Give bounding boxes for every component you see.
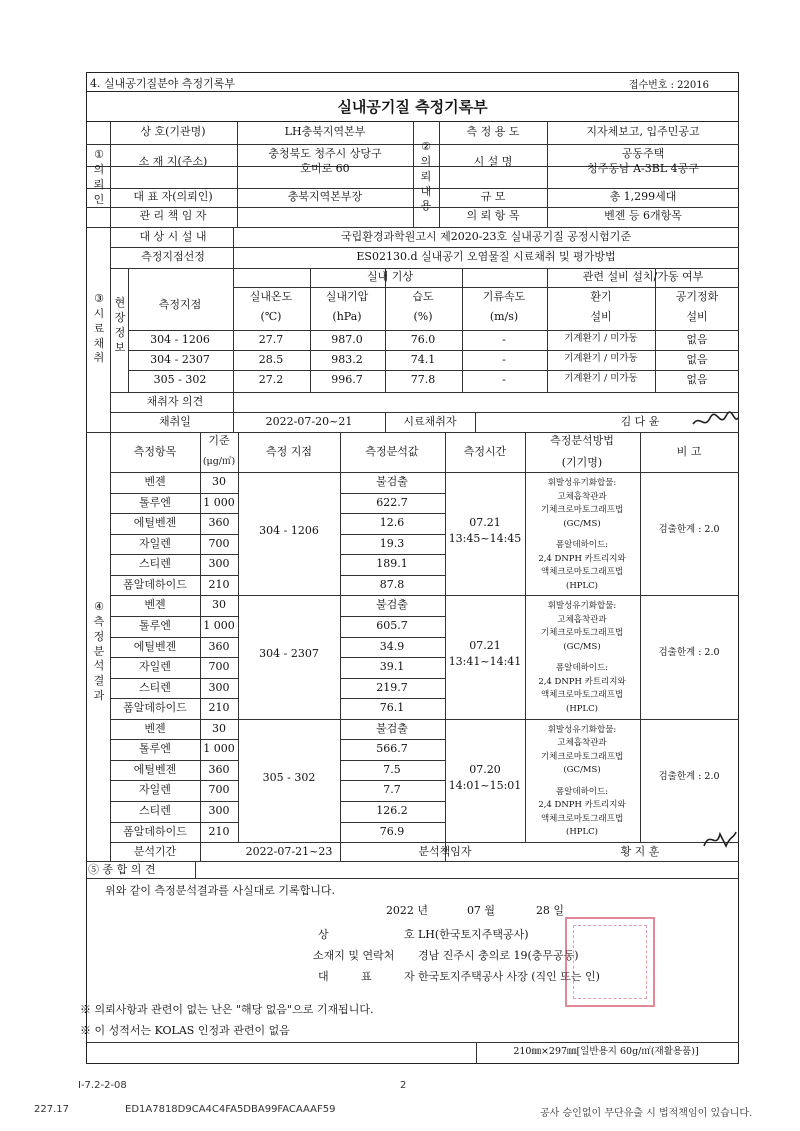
note-header: 비 고 [676, 445, 702, 458]
grid-line [110, 719, 739, 720]
grid-line [86, 432, 739, 433]
analyte-name: 폼알데하이드 [123, 701, 187, 715]
method-line: 2,4 DNPH 카트리지와 [538, 800, 626, 811]
field-label: 의 뢰 항 목 [466, 209, 520, 222]
site-point: 304 - 1206 [150, 333, 210, 346]
analyte-standard: 30 [212, 475, 226, 488]
temperature-value: 27.2 [258, 373, 284, 386]
analyte-name: 에틸벤젠 [133, 516, 177, 530]
point-header: 측정지점 [158, 298, 202, 311]
grid-line [110, 432, 111, 861]
analyte-value: 605.7 [376, 618, 408, 632]
analyst-signature [700, 828, 738, 852]
grid-line [340, 801, 445, 802]
rep-label: 자 [404, 970, 415, 983]
grid-line [86, 861, 739, 862]
detection-limit: 검출한계 : 2.0 [658, 524, 720, 535]
analyte-value: 219.7 [376, 680, 408, 694]
analyte-standard: 700 [208, 660, 230, 674]
grid-line [110, 493, 238, 494]
section2-label-char: 용 [420, 199, 432, 213]
section2-label-char: 내 [420, 184, 432, 198]
column-unit: (%) [413, 310, 433, 323]
analyte-value: 7.5 [383, 762, 401, 776]
analyte-standard: 360 [208, 762, 230, 776]
section4-label-char: 과 [93, 689, 105, 703]
date-day: 28 일 [535, 904, 565, 917]
analyte-name: 폼알데하이드 [123, 824, 187, 838]
airflow-value: - [502, 333, 506, 346]
section3-label-char: 채 [93, 336, 105, 350]
grid-line [439, 121, 440, 227]
section1-label [92, 148, 106, 207]
scale-value: 총 1,299세대 [609, 190, 677, 203]
section2-label-char: 뢰 [420, 169, 432, 183]
grid-line [110, 513, 238, 514]
section3-label-char: 취 [93, 351, 105, 365]
airflow-value: - [502, 373, 506, 386]
grid-line [340, 678, 445, 679]
grid-line [340, 637, 445, 638]
section2-label-char: 의 [420, 154, 432, 168]
column-unit: 설비 [686, 310, 708, 323]
section1-label-char: ① [94, 148, 104, 161]
grid-line [110, 227, 111, 432]
section3-label-char: ③ [94, 292, 104, 305]
section2-label-char: ② [421, 140, 431, 153]
site-info-label-char: 현 [114, 296, 126, 309]
analyte-standard: 300 [208, 680, 230, 694]
sampler-name: 김 다 윤 [620, 415, 660, 428]
method-line: 2,4 DNPH 카트리지와 [538, 676, 626, 687]
grid-line [110, 657, 238, 658]
grid-line [110, 822, 238, 823]
method-line: 고체흡착관과 [557, 491, 607, 502]
rep-value: 한국토지주택공사 사장 (직인 또는 인) [418, 970, 600, 983]
sampler-label: 시료채취자 [403, 415, 457, 428]
grid-line [445, 432, 446, 842]
humidity-value: 74.1 [410, 353, 436, 366]
method-line: 액체크로마토그래프법 [540, 567, 624, 577]
method-line: 액체크로마토그래프법 [540, 690, 624, 701]
sampler-signature [690, 410, 740, 432]
page-title: 실내공기질 측정기록부 [337, 98, 488, 116]
column-unit: (hPa) [332, 310, 362, 323]
grid-line [110, 121, 111, 227]
analyte-name: 폼알데하이드 [123, 578, 187, 591]
section3-label [92, 292, 106, 366]
method-line: (GC/MS) [563, 765, 601, 776]
grid-line [340, 554, 445, 555]
analyte-standard: 1 000 [203, 495, 235, 509]
grid-line [340, 493, 445, 494]
form-header [86, 72, 739, 92]
method-line: (HPLC) [566, 703, 598, 714]
grid-line [340, 575, 445, 576]
analyte-name: 에틸벤젠 [133, 639, 177, 653]
grid-line [340, 780, 445, 781]
method-line: 기체크로마토그래프법 [540, 628, 624, 639]
sampling-date: 2022-07-20~21 [265, 415, 353, 428]
airflow-value: - [502, 353, 506, 366]
column-header: 환기 [590, 290, 612, 303]
value-header: 측정분석값 [365, 445, 419, 458]
grid-line [110, 760, 238, 761]
grid-line [340, 698, 445, 699]
pressure-value: 996.7 [331, 373, 363, 386]
analyte-value: 76.1 [379, 701, 405, 715]
section4-label-char: 결 [93, 674, 105, 688]
section1-label-char: 뢰 [93, 177, 105, 191]
grid-line [110, 412, 739, 413]
analyte-value: 39.1 [379, 660, 405, 674]
site-point: 304 - 2307 [150, 353, 210, 366]
group-point: 305 - 302 [262, 770, 316, 784]
section3-label-char: 료 [93, 321, 105, 335]
company-label: 호 [404, 928, 415, 941]
grid-line [110, 616, 238, 617]
grid-line [110, 780, 238, 781]
analyte-standard: 210 [208, 578, 230, 591]
facility-name: 청주동남 A-3BL 4공구 [587, 162, 699, 175]
point-header: 측정 지점 [265, 445, 313, 458]
method-line: 휘발성유기화합물: [547, 601, 617, 612]
analyst-name: 황 지 훈 [620, 845, 660, 858]
field-label: 대 상 시 설 내 [139, 230, 207, 243]
page-number: 2 [400, 1080, 407, 1091]
grid-line [340, 739, 445, 740]
group-date: 07.21 [469, 516, 501, 529]
equipment-header: 관련 설비 설치/가동 여부 [582, 270, 704, 283]
grid-line [340, 760, 445, 761]
analyte-value: 7.7 [383, 783, 401, 797]
analyte-name: 톨루엔 [139, 742, 171, 756]
standard-unit: (μg/㎥) [202, 456, 236, 467]
group-point: 304 - 1206 [259, 524, 319, 537]
grid-line [340, 842, 341, 861]
representative: 충북지역본부장 [287, 190, 363, 203]
grid-line [525, 432, 526, 842]
pressure-value: 987.0 [331, 333, 363, 346]
grid-line [413, 121, 414, 227]
temperature-value: 28.5 [258, 353, 284, 366]
grid-line [475, 412, 476, 432]
purpose-value: 지자체보고, 입주민공고 [586, 125, 700, 138]
grid-line [547, 121, 548, 227]
grid-line [86, 878, 739, 879]
analyte-name: 톨루엔 [139, 618, 171, 632]
method-line: 휘발성유기화합물: [547, 724, 617, 735]
section1-label-char: 인 [93, 192, 105, 206]
analyte-value: 76.9 [379, 824, 405, 838]
analyte-standard: 360 [208, 639, 230, 653]
grid-line [110, 247, 739, 248]
field-label: 소 재 지(주소) [138, 155, 208, 168]
analyte-value: 불검출 [376, 721, 408, 735]
column-unit: (℃) [260, 310, 282, 323]
group-point: 304 - 2307 [259, 647, 319, 661]
grid-line [110, 575, 238, 576]
group-date: 07.20 [469, 762, 501, 776]
field-label: 상 호(기관명) [140, 125, 206, 138]
request-items: 벤젠 등 6개항목 [604, 209, 682, 222]
item-header: 측정항목 [133, 445, 177, 458]
address-line: 호미로 60 [300, 162, 350, 175]
date-month: 07 월 [466, 904, 496, 917]
site-info-label-char: 정 [114, 325, 126, 339]
note-line: ※ 이 성적서는 KOLAS 인정과 관련이 없음 [80, 1024, 290, 1037]
grid-line [110, 739, 238, 740]
method-line: (HPLC) [566, 827, 598, 838]
method-header: 측정분석방법 [550, 434, 614, 447]
analyte-name: 벤젠 [144, 721, 166, 735]
analyte-standard: 30 [212, 598, 226, 612]
analyte-name: 에틸벤젠 [133, 762, 177, 776]
analysis-period: 2022-07-21~23 [245, 845, 333, 858]
field-label: 측정지점선정 [141, 250, 205, 263]
group-time: 13:41~14:41 [448, 655, 522, 669]
analyte-standard: 300 [208, 804, 230, 817]
grid-line [237, 121, 238, 227]
method-line: (GC/MS) [563, 518, 601, 529]
analyte-standard: 210 [208, 824, 230, 838]
footer-number: 227.17 [34, 1104, 69, 1115]
analyte-name: 톨루엔 [139, 495, 171, 509]
grid-line [128, 370, 739, 371]
analyte-value: 불검출 [376, 598, 408, 612]
analyte-name: 벤젠 [144, 475, 166, 488]
form-section-title: 4. 실내공기질분야 측정기록부 [90, 77, 235, 90]
grid-line [233, 227, 234, 268]
column-header: 공기정화 [675, 290, 719, 303]
analyte-value: 불검출 [376, 475, 408, 488]
method-line: (GC/MS) [563, 641, 601, 652]
analyte-standard: 30 [212, 721, 226, 735]
grid-line [110, 698, 238, 699]
detection-limit: 검출한계 : 2.0 [658, 770, 720, 782]
official-seal [565, 917, 655, 1007]
grid-line [233, 287, 739, 288]
analyte-name: 스티렌 [139, 557, 171, 571]
grid-line [110, 595, 739, 596]
section4-label-char: 분 [93, 644, 105, 658]
group-time: 14:01~15:01 [448, 778, 522, 792]
company-label: 상 [318, 928, 329, 941]
purifier-value: 없음 [686, 333, 708, 346]
section4-label-char: ④ [94, 600, 104, 613]
method-line: 휘발성유기화합물: [547, 478, 617, 488]
site-info-label-char: 장 [114, 310, 126, 324]
grid-line [86, 227, 739, 228]
method-value: ES02130.d 실내공기 오염물질 시료채취 및 평가방법 [356, 250, 616, 263]
grid-line [340, 822, 445, 823]
column-header: 기류속도 [482, 290, 526, 303]
column-header: 습도 [412, 290, 434, 303]
grid-line [476, 1042, 477, 1064]
analyte-name: 자일렌 [139, 536, 171, 550]
paper-spec: 210㎜×297㎜[일반용지 60g/㎡(재활용품)] [513, 1046, 699, 1057]
method-line: 2,4 DNPH 카트리지와 [538, 553, 626, 564]
weather-header: 실내 기상 [366, 270, 414, 283]
temperature-value: 27.7 [258, 333, 284, 346]
purifier-value: 없음 [686, 373, 708, 386]
rep-label: 대 [318, 970, 329, 983]
company-name: LH충북지역본부 [284, 125, 366, 138]
field-label: 대 표 자(의뢰인) [133, 190, 213, 203]
facility-name: 공동주택 [621, 147, 665, 160]
method-line: (HPLC) [566, 580, 598, 591]
opinion-label: 채취자 의견 [146, 395, 204, 408]
analyte-name: 자일렌 [139, 660, 171, 674]
humidity-value: 76.0 [410, 333, 436, 346]
analyte-standard: 360 [208, 516, 230, 530]
analyte-value: 12.6 [379, 516, 405, 530]
section3-label-char: 시 [93, 306, 105, 320]
grid-line [110, 842, 739, 843]
company-value: LH(한국토지주택공사) [418, 928, 529, 941]
analyte-value: 126.2 [376, 804, 408, 817]
grid-line [86, 1042, 739, 1043]
section1-label-char: 의 [93, 162, 105, 176]
statement-text: 위와 같이 측정분석결과를 사실대로 기록합니다. [105, 884, 336, 897]
site-info-label-char: 보 [114, 340, 126, 354]
analyte-standard: 700 [208, 783, 230, 797]
humidity-value: 77.8 [410, 373, 436, 386]
analyte-name: 자일렌 [139, 783, 171, 797]
grid-line [200, 842, 201, 861]
grid-line [110, 144, 413, 145]
method-line: 고체흡착관과 [557, 738, 607, 749]
time-header: 측정시간 [463, 445, 507, 458]
ventilation-value: 기계환기 / 미가동 [564, 373, 638, 384]
grid-line [385, 412, 386, 432]
grid-line [110, 268, 739, 269]
analyte-standard: 1 000 [203, 618, 235, 632]
grid-line [128, 350, 739, 351]
analysis-period-label: 분석기간 [133, 845, 177, 858]
column-unit: (m/s) [489, 310, 519, 323]
purifier-value: 없음 [686, 353, 708, 366]
field-label: 측 정 용 도 [466, 125, 520, 138]
form-code: I-7.2-2-08 [78, 1080, 127, 1091]
analyte-value: 566.7 [376, 742, 408, 756]
date-year: 2022 년 [385, 904, 429, 917]
analyte-standard: 1 000 [203, 742, 235, 756]
grid-line [340, 616, 445, 617]
section2-label [419, 140, 433, 214]
analyte-value: 34.9 [379, 639, 405, 653]
grid-line [340, 534, 445, 535]
field-label: 시 설 명 [473, 155, 513, 168]
grid-line [640, 432, 641, 842]
section4-label-char: 측 [93, 614, 105, 628]
section4-label-char: 석 [93, 659, 105, 673]
column-header: 실내온도 [249, 290, 293, 303]
ventilation-value: 기계환기 / 미가동 [564, 353, 638, 364]
method-line: 기체크로마토그래프법 [540, 505, 624, 515]
analyte-name: 스티렌 [139, 804, 171, 817]
grid-line [110, 678, 238, 679]
group-time: 13:45~14:45 [448, 532, 522, 545]
copyright-notice: 공사 승인없이 무단유출 시 법적책임이 있습니다. [540, 1108, 753, 1119]
method-line: 액체크로마토그래프법 [540, 813, 624, 824]
field-label: 관 리 책 임 자 [139, 209, 207, 222]
rep-label: 표 [361, 970, 372, 983]
method-line: 기체크로마토그래프법 [540, 751, 624, 762]
analyte-name: 벤젠 [144, 598, 166, 612]
column-unit: 설비 [590, 310, 612, 323]
grid-line [110, 392, 739, 393]
document-hash: ED1A7818D9CA4C4FA5DBA99FACAAAF59 [125, 1104, 336, 1115]
detection-limit: 검출한계 : 2.0 [658, 647, 720, 659]
analyte-standard: 300 [208, 557, 230, 571]
field-label: 규 모 [480, 190, 506, 203]
grid-line [195, 861, 196, 878]
receipt-number: 접수번호 : 22016 [628, 80, 709, 91]
pressure-value: 983.2 [331, 353, 363, 366]
grid-line [128, 330, 739, 331]
grid-line [110, 472, 739, 473]
analyte-value: 87.8 [379, 578, 405, 591]
standard-value: 국립환경과학원고시 제2020-23호 실내공기질 공정시험기준 [341, 230, 631, 243]
grid-line [110, 554, 238, 555]
grid-line [238, 432, 239, 842]
address-line: 충청북도 청주시 상당구 [268, 147, 382, 160]
method-line: 폼알데하이드: [555, 786, 609, 797]
analyte-value: 19.3 [379, 536, 405, 550]
standard-header: 기준 [208, 434, 230, 447]
method-line: 고체흡착관과 [557, 614, 607, 625]
method-line: 폼알데하이드: [555, 663, 609, 674]
grid-line [110, 801, 238, 802]
method-line: 폼알데하이드: [555, 540, 609, 550]
grid-line [110, 637, 238, 638]
analyst-label: 분석책임자 [418, 845, 472, 858]
sampling-date-label: 채취일 [159, 415, 191, 428]
method-device: (기기명) [561, 456, 603, 469]
section5-label: ⑤ 종 합 의 견 [88, 863, 156, 876]
note-line: ※ 의뢰사항과 관련이 없는 난은 "해당 없음"으로 기재됩니다. [80, 1003, 374, 1016]
analyte-name: 스티렌 [139, 680, 171, 694]
column-header: 실내기압 [325, 290, 369, 303]
address-value: 경남 진주시 충의로 19(충무공동) [418, 949, 579, 962]
site-point: 305 - 302 [153, 373, 207, 386]
section4-label-char: 정 [93, 629, 105, 643]
analyte-standard: 210 [208, 701, 230, 715]
analyte-value: 189.1 [376, 557, 408, 571]
site-info-label [113, 296, 127, 355]
grid-line [110, 534, 238, 535]
analyte-standard: 700 [208, 536, 230, 550]
address-label: 소재지 및 연락처 [313, 949, 395, 962]
group-date: 07.21 [469, 639, 501, 653]
analyte-value: 622.7 [376, 495, 408, 509]
section4-label [92, 600, 106, 704]
grid-line [340, 657, 445, 658]
grid-line [340, 513, 445, 514]
ventilation-value: 기계환기 / 미가동 [564, 333, 638, 344]
